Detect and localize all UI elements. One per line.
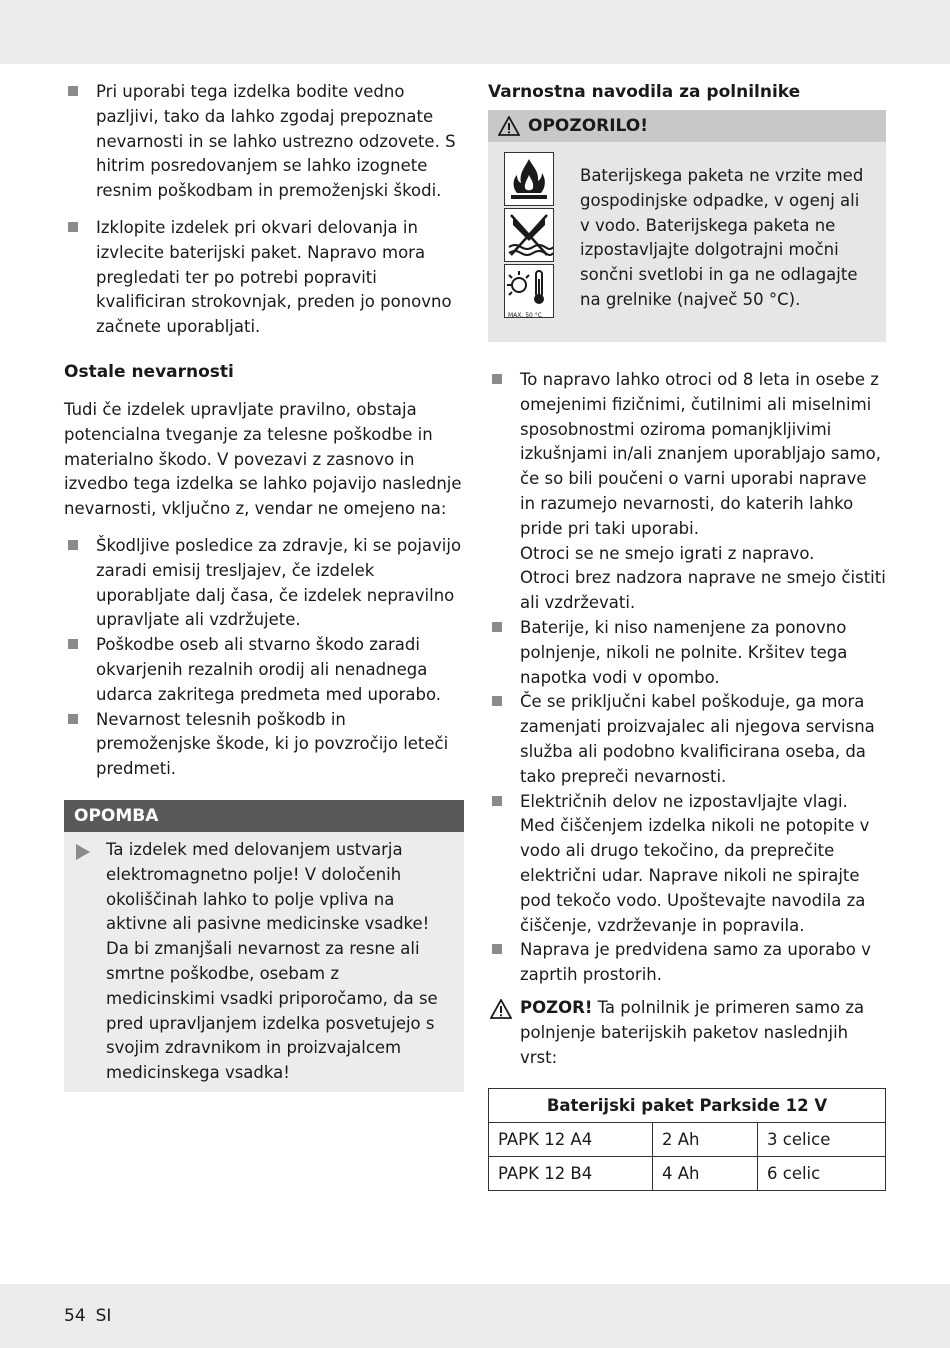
caution-note: [488, 996, 886, 1070]
warning-body: [488, 142, 886, 342]
note-text: Ta izdelek med delovanjem ustvarja elektromagnetno polje! V določenih okoliščinah lahko to polje vpliva na aktivne ali pasivne medicinske vsadke! Da bi zmanjšali nevarnost za resne ali smrtne poškodbe, osebam z medicinskimi vsadki priporočamo, da se pred upravljanjem izdelka posvetujejo s svojim zdravnikom in proizvajalcem medicinskega vsadka!: [106, 839, 438, 1083]
list-item: Če se priključni kabel poškoduje, ga mora zamenjati proizvajalec ali njegova servisna služba ali podobno kvalificirana oseba, da tako prepreči nevarnosti.: [488, 690, 886, 789]
list-item: Pri uporabi tega izdelka bodite vedno pazljivi, tako da lahko zgodaj prepoznate nevarnosti in se lahko ustrezno odzovete. S hitrim posredovanjem se lahko izognete resnim poškodbam in premoženjski škodi.: [64, 80, 464, 204]
list-item: Nevarnost telesnih poškodb in premoženjske škode, ki jo povzročijo leteči predmeti.: [64, 708, 464, 782]
square-bullet-icon: [68, 639, 78, 649]
warning-title: OPOZORILO!: [528, 116, 648, 136]
square-bullet-icon: [492, 944, 502, 954]
table-cell: PAPK 12 B4: [489, 1157, 653, 1191]
left-column: [64, 80, 464, 1092]
max-temperature-icon: [504, 264, 554, 318]
caution-triangle-icon: [490, 999, 512, 1019]
warning-header: [488, 110, 886, 142]
table-cell: 4 Ah: [653, 1157, 758, 1191]
square-bullet-icon: [68, 86, 78, 96]
footer-band: [0, 1284, 950, 1348]
warning-triangle-icon: [498, 116, 520, 136]
square-bullet-icon: [68, 222, 78, 232]
list-item: To napravo lahko otroci od 8 leta in osebe z omejenimi fizičnimi, čutilnimi ali miselnimi sposobnostmi oziroma pomanjkljivimi izkušnjami in/ali znanjem uporabljajo samo, če so bili poučeni o varni uporabi naprave in razumejo nevarnosti, do katerih lahko pride pri taki uporabi. Otroci se ne smejo igrati z napravo. Otroci brez nadzora naprave ne smejo čistiti ali vzdrževati.: [488, 368, 886, 616]
note-body: [64, 832, 464, 1092]
intro-bullet-list: [64, 80, 464, 340]
square-bullet-icon: [492, 696, 502, 706]
page-footer: [64, 1306, 121, 1326]
caution-label: POZOR!: [520, 997, 593, 1017]
no-water-icon: [504, 208, 554, 262]
square-bullet-icon: [492, 374, 502, 384]
risk-bullet-list: [64, 534, 464, 782]
square-bullet-icon: [68, 714, 78, 724]
square-bullet-icon: [492, 796, 502, 806]
max-temperature-label: MAX. 50 °C: [508, 312, 542, 319]
table-cell: PAPK 12 A4: [489, 1123, 653, 1157]
warning-icons: [504, 152, 554, 320]
page-number: 54: [64, 1306, 86, 1326]
list-item: Električnih delov ne izpostavljajte vlagi. Med čiščenjem izdelka nikoli ne potopite v vodo ali drugo tekočino, da preprečite električni udar. Naprave nikoli ne spirajte pod tekočo vodo. Upoštevajte navodila za čiščenje, vzdrževanje in popravila.: [488, 790, 886, 939]
section-title-charger-safety: Varnostna navodila za polnilnike: [488, 82, 801, 102]
list-item: Izklopite izdelek pri okvari delovanja in izvlecite baterijski paket. Napravo mora pregledati ter po potrebi popraviti kvalificiran strokovnjak, preden jo ponovno začnete uporabljati.: [64, 216, 464, 340]
caution-text: Ta polnilnik je primeren samo za polnjenje baterijskih paketov naslednjih vrst:: [520, 997, 865, 1067]
warning-text: Baterijskega paketa ne vrzite med gospodinjske odpadke, v ogenj ali v vodo. Baterijskega paketa ne izpostavljajte dolgotrajni močni sončni svetlobi in ga ne odlagajte na grelnike (največ 50 °C).: [580, 166, 864, 309]
table-cell: 2 Ah: [653, 1123, 758, 1157]
note-box: [64, 800, 464, 1092]
note-title: OPOMBA: [64, 800, 464, 832]
list-item: Naprava je predvidena samo za uporabo v zaprtih prostorih.: [488, 938, 886, 988]
table-header: Baterijski paket Parkside 12 V: [489, 1089, 886, 1123]
header-band: [0, 0, 950, 64]
list-item: Poškodbe oseb ali stvarno škodo zaradi okvarjenih rezalnih orodij ali nenadnega udarca zakritega predmeta med uporabo.: [64, 633, 464, 707]
right-column: [488, 80, 886, 1191]
table-cell: 6 celic: [758, 1157, 886, 1191]
charger-bullet-list: [488, 368, 886, 988]
table-row: [489, 1123, 886, 1157]
warning-box: [488, 110, 886, 342]
list-item: Škodljive posledice za zdravje, ki se pojavijo zaradi emisij tresljajev, če izdelek uporabljate dalj časa, če izdelek nepravilno upravljate ali vzdržujete.: [64, 534, 464, 633]
list-item: Baterije, ki niso namenjene za ponovno polnjenje, nikoli ne polnite. Kršitev tega napotka vodi v opombo.: [488, 616, 886, 690]
square-bullet-icon: [492, 622, 502, 632]
square-bullet-icon: [68, 540, 78, 550]
language-code: SI: [95, 1306, 112, 1326]
section-title-other-hazards: Ostale nevarnosti: [64, 361, 234, 382]
battery-pack-table: [488, 1088, 886, 1191]
table-header-row: [489, 1089, 886, 1123]
table-cell: 3 celice: [758, 1123, 886, 1157]
fire-hazard-icon: [504, 152, 554, 206]
table-row: [489, 1157, 886, 1191]
triangle-bullet-icon: [76, 844, 90, 860]
hazards-intro: Tudi če izdelek upravljate pravilno, obstaja potencialna tveganje za telesne poškodbe in materialno škodo. V povezavi z zasnovo in izvedbo tega izdelka se lahko pojavijo naslednje nevarnosti, vključno z, vendar ne omejeno na:: [64, 399, 462, 519]
